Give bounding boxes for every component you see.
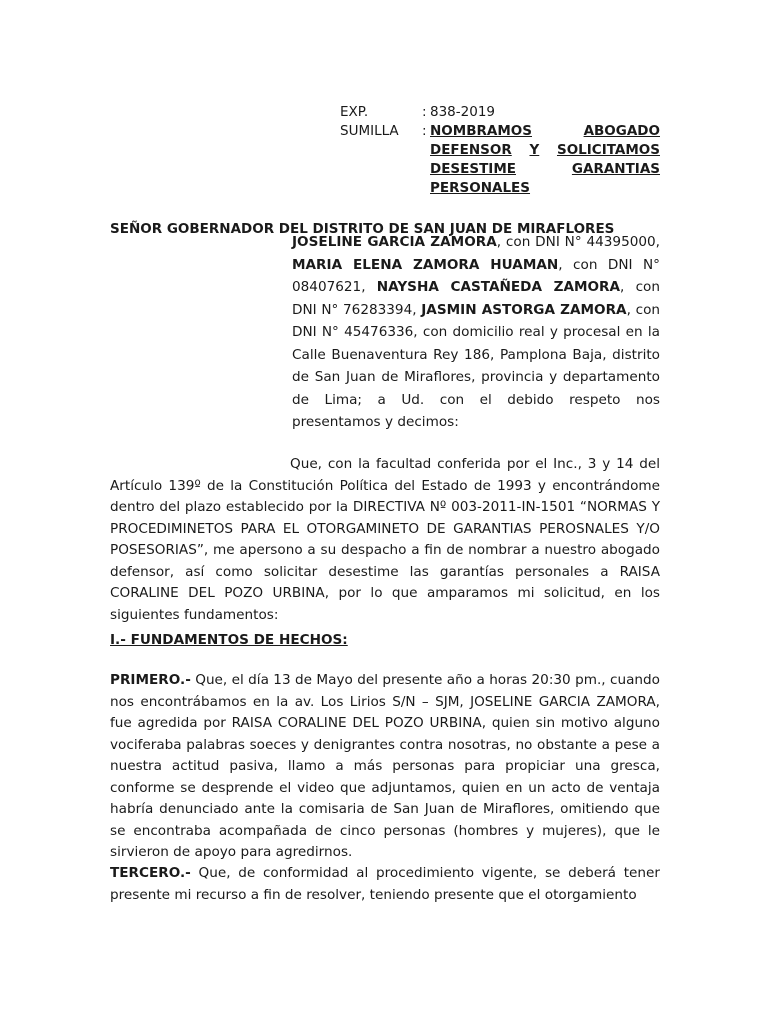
sumilla-row: SUMILLA : NOMBRAMOS ABOGADO DEFENSOR Y SOLICITAMOS DESESTIME GARANTIAS PERSONALES xyxy=(340,123,660,196)
exp-label: EXP. xyxy=(340,104,369,120)
case-header xyxy=(340,103,660,198)
exp-value: 838-2019 xyxy=(430,104,495,120)
body-paragraph: Que, con la facultad conferida por el Inc., 3 y 14 del Artículo 139º de la Constitución Política del Estado de 1993 y encontrándome dentro del plazo establecido por la DIRECTIVA Nº 003-2011-IN-1501 “NORMAS Y PROCEDIMINETOS PARA EL OTORGAMINETO DE GARANTIAS PEROSNALES Y/O POSESORIAS”, me apersono a su despacho a fin de nombrar a nuestro abogado defensor, así como solicitar desestime las garantías personales a RAISA CORALINE DEL POZO URBINA, por lo que amparamos mi solicitud, en los siguientes fundamentos: xyxy=(110,456,660,623)
sumilla-line: DEFENSOR Y SOLICITAMOS xyxy=(430,142,660,158)
sumilla-line: DESESTIME GARANTIAS xyxy=(430,161,660,177)
sumilla-value xyxy=(430,122,660,198)
addressee-heading: SEÑOR GOBERNADOR DEL DISTRITO DE SAN JUAN DE MIRAFLORES xyxy=(110,221,615,237)
tercero-paragraph: TERCERO.- Que, de conformidad al procedimiento vigente, se deberá tener presente mi recurso a fin de resolver, teniendo presente que el otorgamiento xyxy=(110,865,660,903)
petitioner-name: JASMIN ASTORGA ZAMORA xyxy=(421,301,627,318)
petitioner-name: MARIA ELENA ZAMORA HUAMAN xyxy=(292,256,559,273)
primero-label: PRIMERO.- xyxy=(110,672,191,688)
section-heading: I.- FUNDAMENTOS DE HECHOS: xyxy=(110,632,348,648)
petitioner-name: NAYSHA CASTAÑEDA ZAMORA xyxy=(376,279,621,295)
sumilla-line: NOMBRAMOS ABOGADO xyxy=(430,123,660,139)
petitioner-name: JOSELINE GARCIA ZAMORA xyxy=(292,234,497,250)
intro-paragraph: JOSELINE GARCIA ZAMORA, con DNI N° 44395000, MARIA ELENA ZAMORA HUAMAN, con DNI N° 08407621, NAYSHA CASTAÑEDA ZAMORA, con DNI N° 76283394, JASMIN ASTORGA ZAMORA, con DNI N° 45476336, con domicilio real y procesal en la Calle Buenaventura Rey 186, Pamplona Baja, distrito de San Juan de Miraflores, provincia y departamento de Lima; a Ud. con el debido respeto nos presentamos y decimos: xyxy=(292,234,660,430)
sumilla-line: PERSONALES xyxy=(430,180,531,196)
exp-row: EXP. : 838-2019 xyxy=(340,103,660,122)
primero-paragraph: PRIMERO.- Que, el día 13 de Mayo del presente año a horas 20:30 pm., cuando nos encontrábamos en la av. Los Lirios S/N – SJM, JOSELINE GARCIA ZAMORA, fue agredida por RAISA CORALINE DEL POZO URBINA, quien sin motivo alguno vociferaba palabras soeces y denigrantes contra nosotras, no obstante a pese a nuestra actitud pasiva, llamo a más personas para propiciar una gresca, conforme se desprende el video que adjuntamos, quien en un acto de ventaja habría denunciado ante la comisaria de San Juan de Miraflores, omitiendo que se encontraba acompañada de cinco personas (hombres y mujeres), que le sirvieron de apoyo para agredirnos. xyxy=(110,672,660,860)
sumilla-label: SUMILLA xyxy=(340,123,399,139)
tercero-label: TERCERO.- xyxy=(110,865,191,881)
